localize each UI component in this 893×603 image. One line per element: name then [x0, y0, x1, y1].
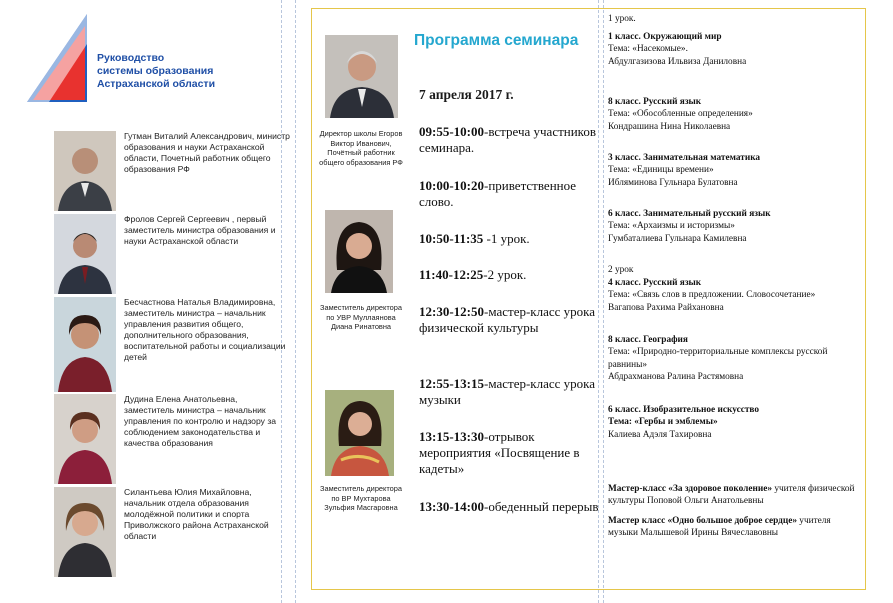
schedule-item — [419, 304, 599, 336]
official-text: Бесчастнова Наталья Владимировна, заместитель министра – начальник управления развития общего, дополнительного образования, воспитательной работы и социализации детей — [124, 297, 286, 362]
schedule-time: 09:55-10:00 — [419, 124, 484, 139]
logo-title — [97, 52, 237, 91]
schedule-item — [419, 178, 599, 210]
lesson-topic: Тема: «Гербы и эмблемы» — [608, 417, 718, 428]
official-text: Фролов Сергей Сергеевич , первый заместитель министра образования и науки Астраханской области — [124, 214, 276, 246]
schedule-item — [419, 429, 599, 477]
official-photo — [54, 487, 116, 577]
person-photo-icon — [54, 487, 116, 577]
lesson-heading: 1 урок. — [608, 14, 636, 24]
schedule-time: 12:55-13:15 — [419, 376, 484, 391]
official-photo — [54, 394, 116, 484]
person-photo-icon — [325, 390, 394, 476]
official-card — [54, 131, 290, 211]
schedule-text: -1 урок. — [483, 231, 530, 246]
master-class — [608, 515, 862, 540]
official-card — [54, 394, 290, 484]
program-title: Программа семинара — [414, 32, 579, 49]
schedule-item — [419, 499, 599, 515]
lesson-teacher: Кондрашина Нина Николаевна — [608, 121, 731, 132]
lesson-title: 4 класс. Русский язык — [608, 278, 702, 288]
schedule-time: 10:00-10:20 — [419, 178, 484, 193]
lesson-item — [608, 334, 862, 383]
master-class-desc: учителя музыки Малышевой Ирины Вячеславовны — [608, 516, 831, 539]
lesson-title: 1 класс. Окружающий мир — [608, 32, 722, 42]
seminar-date: 7 апреля 2017 г. — [419, 87, 514, 102]
lesson-title: 3 класс. Занимательная математика — [608, 153, 761, 163]
official-card — [54, 214, 290, 294]
lesson-title: 8 класс. География — [608, 335, 688, 345]
official-photo — [54, 297, 116, 392]
lesson-heading: 2 урок — [608, 265, 634, 275]
person-photo-icon — [325, 35, 398, 118]
schedule-text: -отрывок мероприятия «Посвящение в кадеты» — [419, 429, 580, 476]
official-text: Дудина Елена Анатольевна, заместитель министра – начальник управления по контролю и надзору за соблюдением законодательства и качества образования — [124, 394, 277, 448]
lesson-item — [608, 152, 862, 189]
lesson-title: 8 класс. Русский язык — [608, 97, 702, 107]
person-photo-icon — [325, 210, 393, 293]
lesson-teacher: Абдулгазизова Ильвиза Даниловна — [608, 56, 747, 67]
logo-line: Астраханской области — [97, 78, 216, 90]
staff-photo — [325, 210, 393, 293]
schedule-time: 11:40-12:25 — [419, 267, 484, 282]
lesson-topic: Тема: «Природно-территориальные комплексы русской равнины» — [608, 347, 828, 370]
staff-photo — [325, 390, 394, 476]
lesson-item — [608, 31, 862, 68]
ministry-logo-icon — [27, 14, 87, 102]
person-photo-icon — [54, 214, 116, 294]
schedule-text: -обеденный перерыв — [484, 499, 599, 514]
schedule-item — [419, 124, 599, 156]
lesson-teacher: Калиева Адэля Тахировна — [608, 429, 712, 440]
lesson-teacher: Вагапова Рахима Райхановна — [608, 302, 724, 313]
lesson-topic: Тема: «Связь слов в предложении. Словосочетание» — [608, 290, 816, 301]
official-photo — [54, 131, 116, 211]
logo-line: Руководство — [97, 52, 165, 64]
master-class-title: Мастер класс «Одно большое доброе сердце» — [608, 516, 797, 526]
lesson-item — [608, 404, 862, 441]
master-class-title: Мастер-класс «За здоровое поколение» — [608, 484, 772, 494]
lesson-item — [608, 96, 862, 133]
lesson-item — [608, 208, 862, 245]
staff-caption: Заместитель директора по УВР Муллаянова Диана Ринатовна — [320, 303, 402, 331]
official-card — [54, 487, 290, 577]
lesson-title: 6 класс. Занимательный русский язык — [608, 209, 771, 219]
schedule-text: -мастер-класс урока физической культуры — [419, 304, 596, 335]
lesson-topic: Тема: «Единицы времени» — [608, 165, 714, 176]
official-card — [54, 297, 290, 392]
staff-photo — [325, 35, 398, 118]
person-photo-icon — [54, 131, 116, 211]
official-text: Силантьева Юлия Михайловна, начальник отдела образования молодёжной политики и спорта Приволжского района Астраханской области — [124, 487, 269, 541]
official-text: Гутман Виталий Александрович, министр образования и науки Астраханской области, Почетный работник общего образования РФ — [124, 131, 290, 174]
staff-caption: Заместитель директора по ВР Мухтарова Зульфия Масгаровна — [320, 484, 402, 512]
lesson-teacher: Гумбаталиева Гульнара Камилевна — [608, 233, 747, 244]
person-photo-icon — [54, 297, 116, 392]
schedule-item — [419, 231, 599, 247]
schedule-time: 12:30-12:50 — [419, 304, 484, 319]
schedule-time: 13:30-14:00 — [419, 499, 484, 514]
lesson-topic: Тема: «Насекомые». — [608, 44, 688, 55]
fold-line-left-2 — [295, 0, 296, 603]
schedule-item — [419, 267, 599, 283]
schedule-text: -приветственное слово. — [419, 178, 577, 209]
logo-line: системы образования — [97, 65, 214, 77]
schedule-time: 13:15-13:30 — [419, 429, 484, 444]
lesson-topic: Тема: «Архаизмы и историзмы» — [608, 221, 735, 232]
schedule-item — [419, 376, 599, 408]
lesson-topic: Тема: «Обособленные определения» — [608, 109, 753, 120]
official-photo — [54, 214, 116, 294]
lesson-title: 6 класс. Изобразительное искусство — [608, 405, 759, 415]
lesson-teacher: Абдрахманова Ралина Растямовна — [608, 371, 744, 382]
master-class — [608, 483, 862, 508]
schedule-text: -встреча участников семинара. — [419, 124, 596, 155]
lesson-teacher: Ибляминова Гульнара Булатовна — [608, 177, 738, 188]
lesson-item — [608, 277, 862, 314]
staff-caption: Директор школы Егоров Виктор Иванович, Почётный работник общего образования РФ — [319, 129, 403, 167]
master-class-desc: учителя физической культуры Поповой Ольги Анатольевны — [608, 484, 855, 507]
person-photo-icon — [54, 394, 116, 484]
schedule-text: -2 урок. — [483, 267, 527, 282]
schedule-time: 10:50-11:35 — [419, 231, 484, 246]
schedule-text: -мастер-класс урока музыки — [419, 376, 596, 407]
